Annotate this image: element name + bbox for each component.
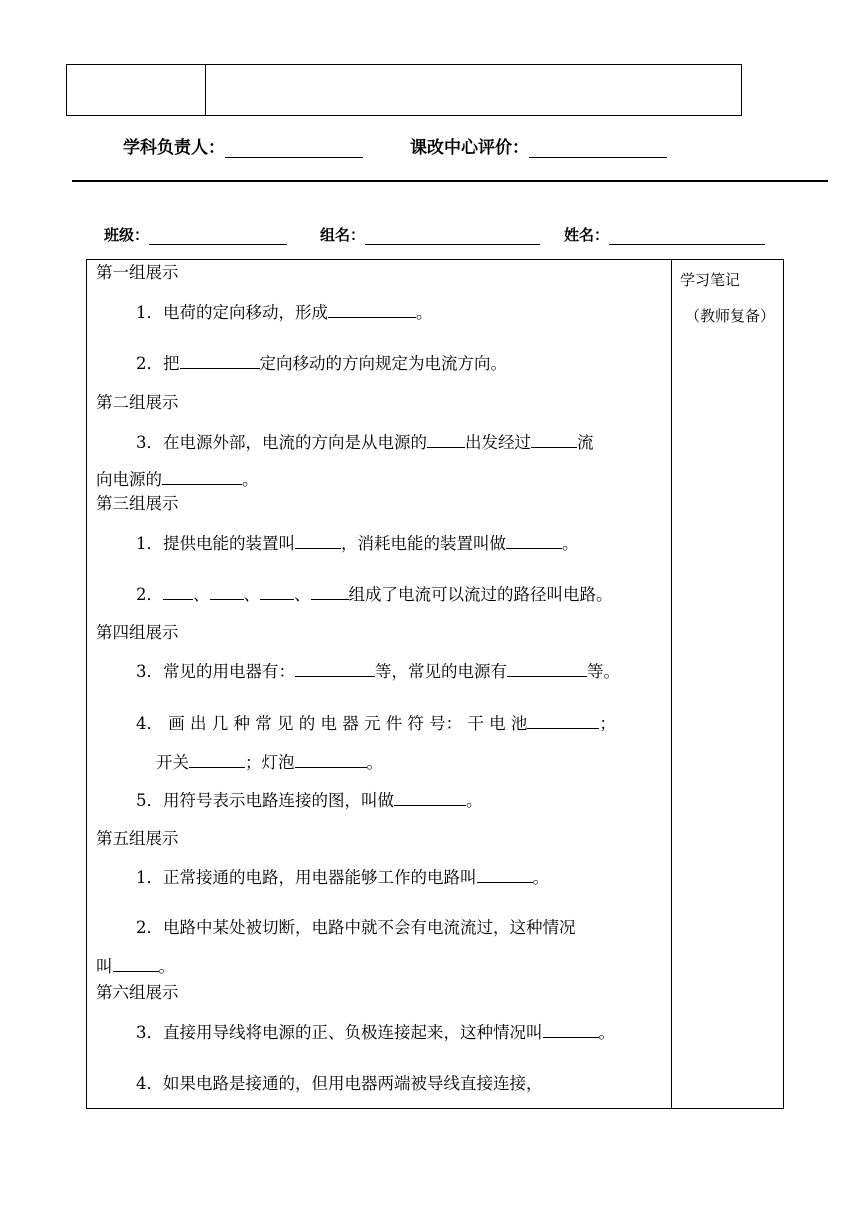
g4-q4-blank2[interactable] [189, 752, 245, 768]
g3-q2-sep1: 、 [193, 585, 210, 604]
g5-q2-cont-text: 叫 [96, 957, 113, 976]
g2-q3-end: 。 [242, 470, 259, 489]
g5-q1-end: 。 [532, 868, 549, 887]
header-table [66, 64, 742, 116]
g4-q4-blank1[interactable] [527, 713, 599, 729]
g3-q2-blank4[interactable] [311, 584, 349, 600]
g6-q3-text: 3．直接用导线将电源的正、负极连接起来，这种情况叫 [136, 1023, 543, 1042]
name-blank[interactable] [609, 228, 765, 245]
g4-q3-mid: 等，常见的电源有 [375, 662, 507, 681]
g3-q2-blank3[interactable] [260, 584, 294, 600]
g1-q2-blank[interactable] [180, 353, 260, 369]
g4-q4-text: 4． 画 出 几 种 常 见 的 电 器 元 件 符 号： 干 电 池 [136, 714, 528, 733]
g4-q4-end: 。 [366, 753, 383, 772]
g3-q1-mid: ，消耗电能的装置叫做 [341, 534, 506, 553]
g4-q3-text: 3．常见的用电器有： [136, 662, 295, 681]
notes-column-divider [671, 260, 672, 1108]
class-label: 班级： [104, 226, 150, 244]
g3-q1-end: 。 [562, 534, 579, 553]
worksheet-table [86, 259, 784, 1109]
g5-q1-text: 1．正常接通的电路，用电器能够工作的电路叫 [136, 868, 477, 887]
group4-title: 第四组展示 [96, 623, 179, 642]
g1-q1-blank[interactable] [328, 302, 416, 318]
group5-title: 第五组展示 [96, 829, 179, 848]
g3-q1-text: 1．提供电能的装置叫 [136, 534, 295, 553]
g1-q1-end: 。 [416, 303, 433, 322]
g4-q3-blank2[interactable] [507, 661, 587, 677]
g2-q3-blank2[interactable] [531, 432, 577, 448]
class-field [104, 224, 287, 245]
g3-q2-sep2: 、 [243, 585, 260, 604]
g5-q2-end: 。 [158, 957, 175, 976]
g5-q1-blank[interactable] [477, 867, 533, 883]
g4-question4 [136, 713, 616, 734]
g6-question4: 4．如果电路是接通的，但用电器两端被导线直接连接， [136, 1074, 543, 1093]
subject-lead-label: 学科负责人： [123, 138, 225, 158]
g4-q5-blank[interactable] [394, 790, 466, 806]
subject-lead-signature [123, 133, 363, 158]
name-label: 姓名： [564, 226, 610, 244]
notes-subtitle: （教师复备） [685, 307, 776, 325]
g4-q3-end: 等。 [587, 662, 620, 681]
g3-q1-blank1[interactable] [295, 533, 341, 549]
g5-question1 [136, 867, 549, 888]
g1-q2-end: 定向移动的方向规定为电流方向。 [259, 354, 507, 373]
group1-title: 第一组展示 [96, 263, 179, 282]
g4-q4-bulb-label: ；灯泡 [245, 753, 295, 772]
g2-q3-mid: 出发经过 [465, 433, 531, 452]
g4-q4-blank3[interactable] [295, 752, 367, 768]
center-eval-blank[interactable] [529, 139, 667, 158]
g5-question2-cont [96, 956, 175, 977]
g4-q3-blank1[interactable] [295, 661, 375, 677]
g4-q5-text: 5．用符号表示电路连接的图，叫做 [136, 791, 394, 810]
g2-question3-cont [96, 469, 259, 490]
g6-question3 [136, 1022, 615, 1043]
g4-q4-sep: ； [599, 714, 616, 733]
g2-question3 [136, 432, 594, 453]
g1-question1 [136, 302, 433, 323]
g4-q4-switch-label: 开关 [156, 753, 189, 772]
g1-q1-text: 1．电荷的定向移动，形成 [136, 303, 328, 322]
group-field [320, 224, 540, 245]
notes-title: 学习笔记 [680, 271, 741, 289]
group-label: 组名： [320, 226, 366, 244]
g3-question2 [136, 584, 613, 605]
group2-title: 第二组展示 [96, 393, 179, 412]
g3-q2-sep3: 、 [294, 585, 311, 604]
g4-question5 [136, 790, 483, 811]
group6-title: 第六组展示 [96, 983, 179, 1002]
group-blank[interactable] [365, 228, 540, 245]
g3-question1 [136, 533, 579, 554]
g2-q3-tail: 流 [577, 433, 594, 452]
separator-rule [72, 180, 828, 182]
g4-q5-end: 。 [466, 791, 483, 810]
g2-q3-text: 3．在电源外部，电流的方向是从电源的 [136, 433, 427, 452]
subject-lead-blank[interactable] [225, 139, 363, 158]
g2-q3-blank1[interactable] [427, 432, 465, 448]
g3-q2-text: 2． [136, 585, 163, 604]
g1-question2 [136, 353, 507, 374]
group3-title: 第三组展示 [96, 494, 179, 513]
g5-question2: 2．电路中某处被切断，电路中就不会有电流流过，这种情况 [136, 918, 576, 937]
center-eval-label: 课改中心评价： [410, 138, 529, 158]
g4-question3 [136, 661, 620, 682]
g1-q2-text: 2．把 [136, 354, 180, 373]
g5-q2-blank[interactable] [113, 956, 159, 972]
header-table-divider [205, 65, 206, 115]
center-eval-signature [410, 133, 667, 158]
g3-q1-blank2[interactable] [506, 533, 562, 549]
g6-q3-blank[interactable] [543, 1022, 599, 1038]
class-blank[interactable] [149, 228, 287, 245]
name-field [564, 224, 765, 245]
g4-question4-cont [156, 752, 383, 773]
g2-q3-blank3[interactable] [162, 469, 242, 485]
g2-q3-cont-text: 向电源的 [96, 470, 162, 489]
g3-q2-blank2[interactable] [210, 584, 244, 600]
g3-q2-blank1[interactable] [163, 584, 193, 600]
g6-q3-end: 。 [598, 1023, 615, 1042]
g3-q2-end: 组成了电流可以流过的路径叫电路。 [348, 585, 613, 604]
